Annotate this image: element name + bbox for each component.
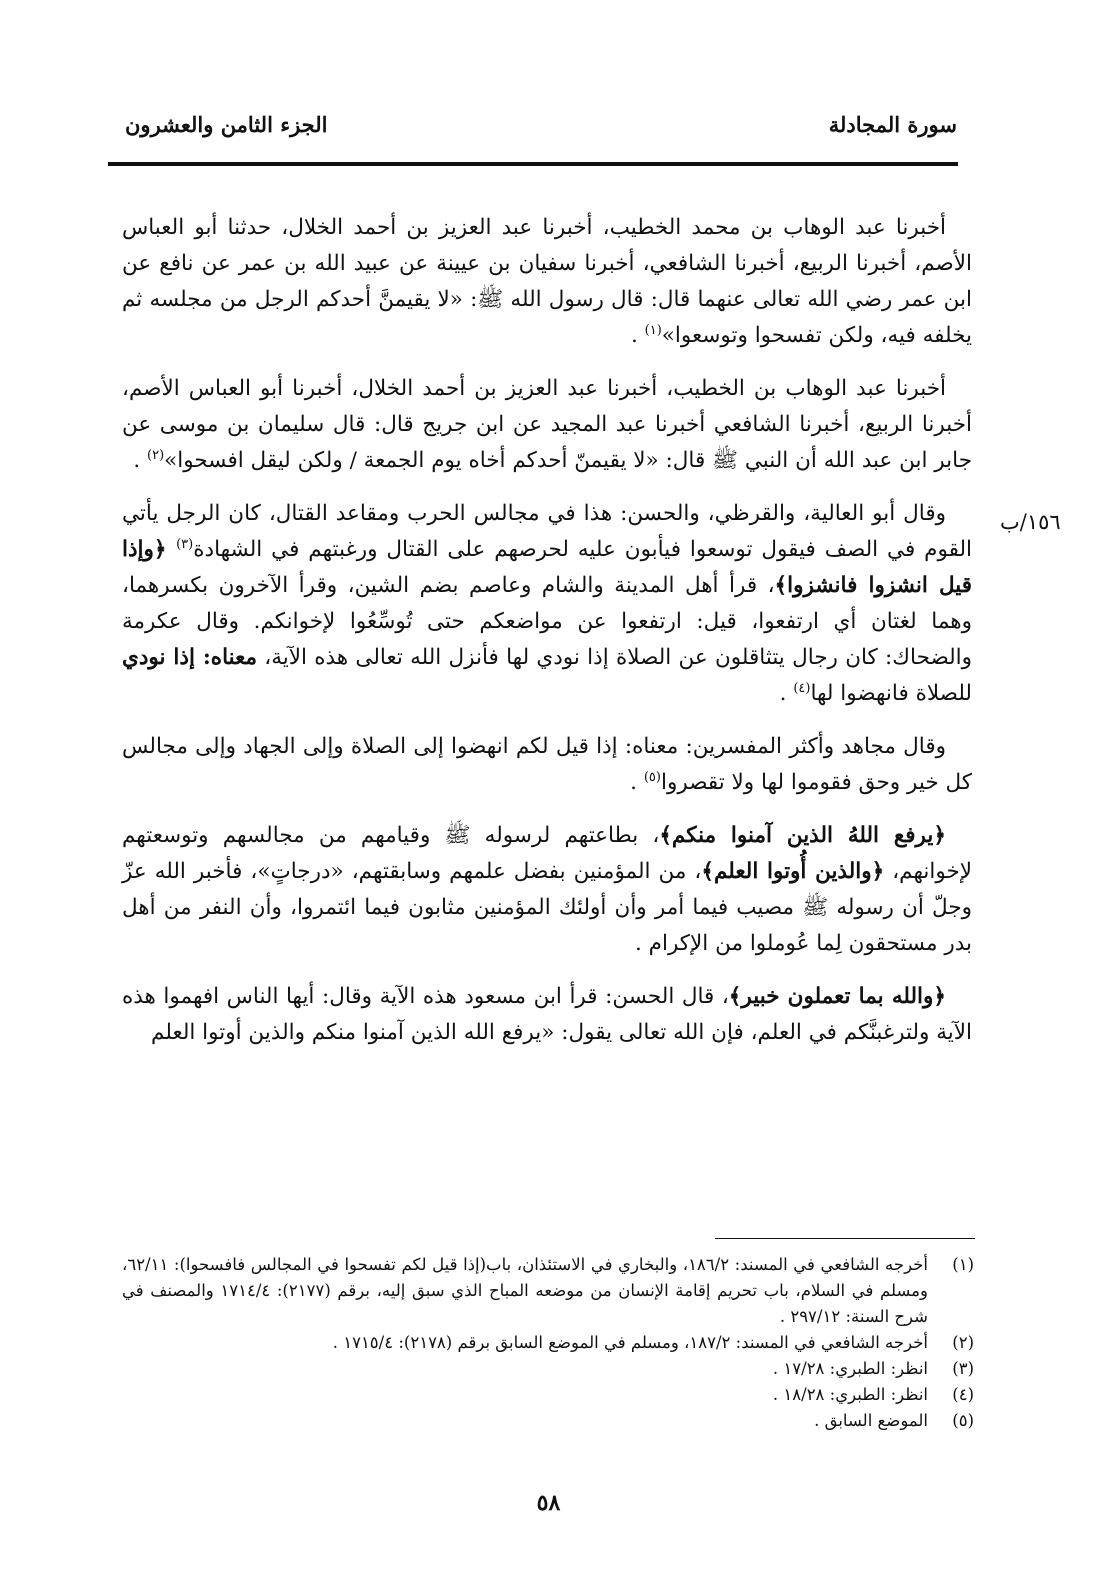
footnote-1: (١) أخرجه الشافعي في المسند: ١٨٦/٢، والبخاري في الاستئذان، باب(إذا قيل لكم تفسحوا في المجالس فافسحوا): ٦٢/١١، ومسلم في السلام، باب تحريم إقامة الإنسان من موضعه المباح الذي سبق إليه، برقم (٢١٧٧): ١٧١٤/٤ والمصنف في شرح السنة: ٢٩٧/١٢ . (122, 1255, 974, 1326)
page-number: ٥٨ (536, 1490, 561, 1516)
margin-folio-note: ١٥٦/ب (1000, 510, 1061, 534)
footnote-rule (715, 1238, 975, 1239)
paragraph-3: وقال أبو العالية، والقرظي، والحسن: هذا في مجالس الحرب ومقاعد القتال، كان الرجل يأتي القوم في الصف فيقول توسعوا فيأبون عليه لحرصهم على القتال ورغبتهم في الشهادة$^{(٣)}$ ﴿وإذا قيل انشزوا فانشزوا﴾، قرأ أهل المدينة والشام وعاصم بضم الشين، وقرأ الآخرون بكسرهما، وهما لغتان أي ارتفعوا، قيل: ارتفعوا عن مواضعكم حتى تُوسِّعُوا لإخوانكم. وقال عكرمة والضحاك: كان رجال يتثاقلون عن الصلاة إذا نودي لها فأنزل الله تعالى هذه الآية، معناه: إذا نودي للصلاة فانهضوا لها$^{(٤)}$ . (122, 501, 973, 706)
paragraph-4: وقال مجاهد وأكثر المفسرين: معناه: إذا قيل لكم انهضوا إلى الصلاة وإلى الجهاد وإلى مجالس كل خير وحق فقوموا لها ولا تقصروا$^{(٥)}$ . (122, 734, 972, 795)
footnotes (122, 1252, 974, 1434)
paragraph-1: أخبرنا عبد الوهاب بن محمد الخطيب، أخبرنا عبد العزيز بن أحمد الخلال، حدثنا أبو العباس الأصم، أخبرنا الربيع، أخبرنا الشافعي، أخبرنا سفيان بن عيينة عن عبيد الله بن عمر عن نافع عن ابن عمر رضي الله تعالى عنهما قال: قال رسول الله ﷺ: «لا يقيمنَّ أحدكم الرجل من مجلسه ثم يخلفه فيه، ولكن تفسحوا وتوسعوا»$^{(١)}$ . (122, 215, 972, 348)
footnote-5: (٥) الموضع السابق . (814, 1411, 974, 1430)
main-text (122, 210, 972, 1068)
paragraph-6: ﴿والله بما تعملون خبير﴾، قال الحسن: قرأ ابن مسعود هذه الآية وقال: أيها الناس افهموا هذه الآية ولترغبنَّكم في العلم، فإن الله تعالى يقول: «يرفع الله الذين آمنوا منكم والذين أوتوا العلم (122, 984, 972, 1045)
juz-title: الجزء الثامن والعشرون (125, 112, 328, 137)
paragraph-2: أخبرنا عبد الوهاب بن الخطيب، أخبرنا عبد العزيز بن أحمد الخلال، أخبرنا أبو العباس الأصم، أخبرنا الربيع، أخبرنا الشافعي أخبرنا عبد المجيد عن ابن جريج قال: قال سليمان بن موسى عن جابر ابن عبد الله أن النبي ﷺ قال: «لا يقيمنّ أحدكم أخاه يوم الجمعة / ولكن ليقل افسحوا»$^{(٢)}$ . (122, 376, 972, 473)
footnote-3: (٣) انظر: الطبري: ١٧/٢٨ . (772, 1359, 974, 1378)
footnote-4: (٤) انظر: الطبري: ١٨/٢٨ . (772, 1385, 974, 1404)
surah-title: سورة المجادلة (828, 112, 957, 137)
paragraph-5: ﴿يرفع اللهُ الذين آمنوا منكم﴾، بطاعتهم لرسوله ﷺ وقيامهم من مجالسهم وتوسعتهم لإخوانهم، ﴿والذين أُوتوا العلم﴾، من المؤمنين بفضل علمهم وسابقتهم، «درجاتٍ»، فأخبر الله عزّ وجلّ أن رسوله ﷺ مصيب فيما أمر وأن أولئك المؤمنين مثابون فيما ائتمروا، وأن النفر من أهل بدر مستحقون لِما عُوملوا من الإكرام . (122, 823, 973, 956)
footnote-2: (٢) أخرجه الشافعي في المسند: ١٨٧/٢، ومسلم في الموضع السابق برقم (٢١٧٨): ١٧١٥/٤ . (332, 1333, 974, 1352)
header-rule (108, 162, 958, 166)
